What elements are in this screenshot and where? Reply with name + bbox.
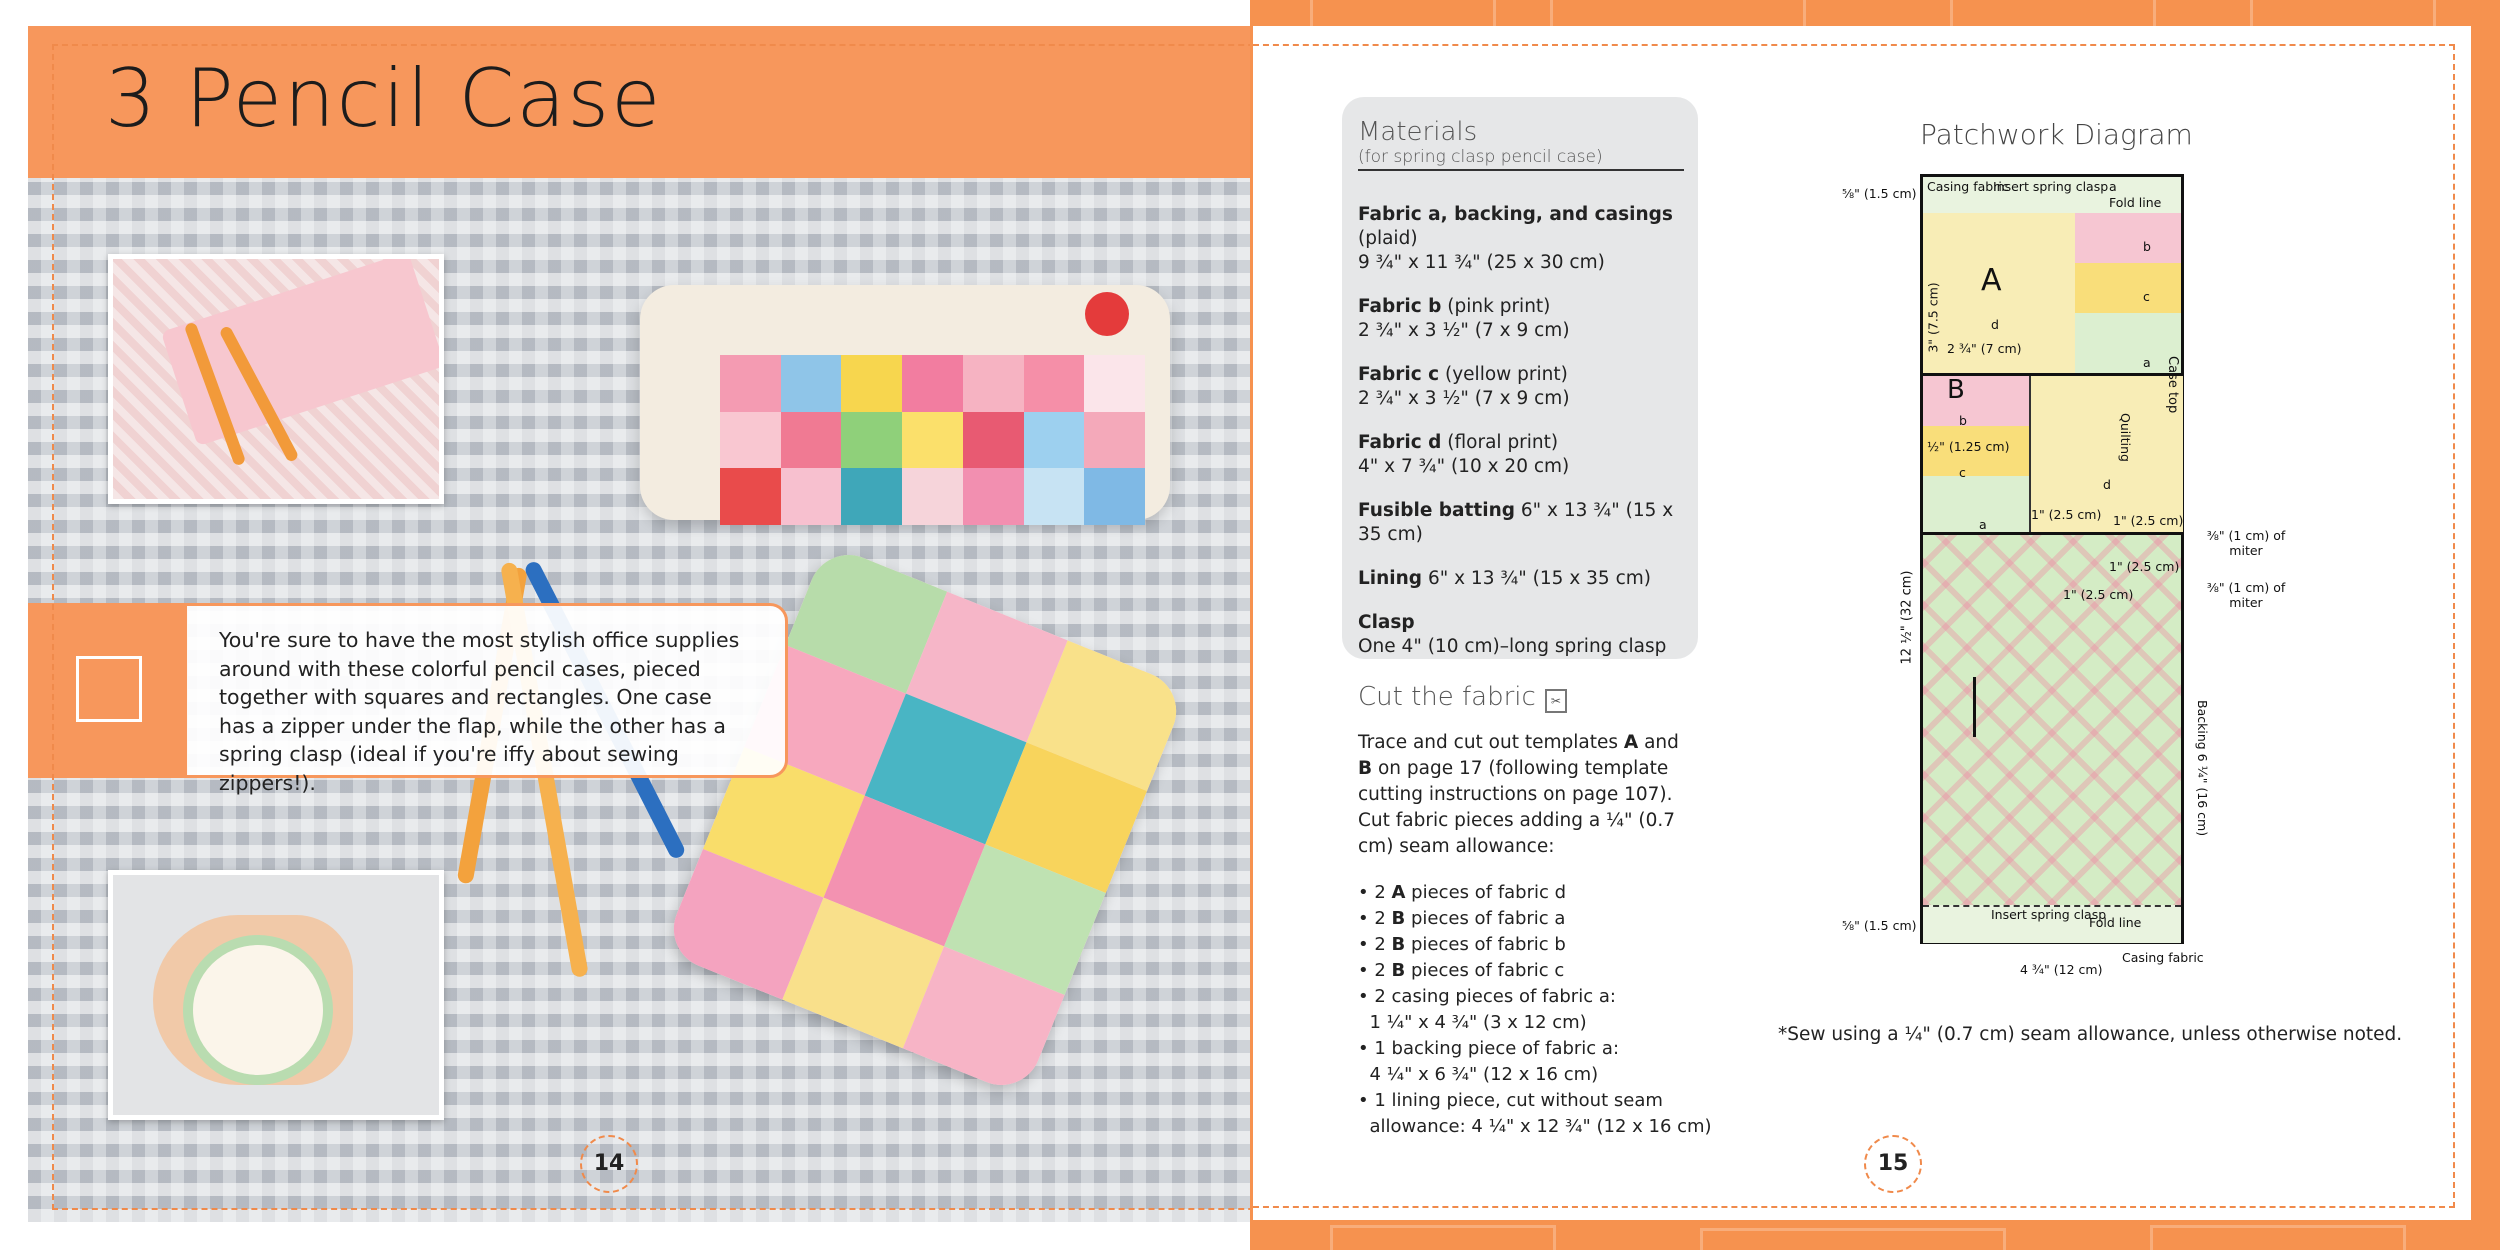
material-size: 9 ¾" x 11 ¾" (25 x 30 cm)	[1358, 252, 1605, 273]
material-note: (plaid)	[1358, 228, 1418, 249]
diagram-label: ⅝" (1.5 cm)	[1842, 918, 1917, 933]
material-note: (floral print)	[1441, 432, 1559, 453]
material-size: 4" x 7 ¾" (10 x 20 cm)	[1358, 456, 1570, 477]
diagram-label: 12 ½" (32 cm)	[1899, 570, 1915, 665]
scissors-icon: ✂	[1545, 689, 1567, 713]
diagram-label: Insert spring clasp	[1993, 179, 2109, 194]
cut-list-pre: 4 ¼" x 6 ¾" (12 x 16 cm)	[1358, 1064, 1599, 1085]
intro-text: You're sure to have the most stylish office supplies around with these colorful pencil cases, pieced together with squares and rectangles. One case has a zipper under the flap, while the other has a spring clasp (ideal if you're iffy about sewing zippers!).	[219, 628, 740, 795]
material-note: 6" x 13 ¾" (15 x 35 cm)	[1422, 568, 1651, 589]
material-size: One 4" (10 cm)–long spring clasp	[1358, 636, 1667, 657]
diagram-label: 1" (2.5 cm)	[2109, 559, 2180, 574]
material-name: Fabric a, backing, and casings	[1358, 204, 1673, 225]
material-name: Fusible batting	[1358, 500, 1515, 521]
diagram-label: c	[1959, 465, 1966, 480]
cut-list-post: pieces of fabric c	[1405, 960, 1565, 981]
cut-list-pre: • 2 casing pieces of fabric a:	[1358, 986, 1616, 1007]
diagram-label: Quilting	[2118, 413, 2133, 462]
cut-list-pre: • 2	[1358, 882, 1392, 903]
diagram-label: Insert spring clasp	[1991, 907, 2107, 922]
cut-list-bold: A	[1391, 882, 1406, 903]
material-name: Fabric c	[1358, 364, 1440, 385]
materials-subtitle: (for spring clasp pencil case)	[1358, 147, 1684, 171]
material-name: Lining	[1358, 568, 1423, 589]
left-dashed-border	[52, 44, 1314, 1210]
cut-list-post: pieces of fabric b	[1405, 934, 1566, 955]
diagram-label: d	[1991, 317, 1999, 332]
diagram-label: 1" (2.5 cm)	[2113, 513, 2184, 528]
material-size: 2 ¾" x 3 ½" (7 x 9 cm)	[1358, 388, 1570, 409]
cut-list-pre: • 2	[1358, 908, 1392, 929]
diagram-label: 4 ¾" (12 cm)	[2020, 962, 2103, 977]
diagram-label: Casing fabric	[2122, 950, 2204, 965]
cut-list-bold: B	[1391, 934, 1406, 955]
cut-text-post: on page 17 (following template cutting instructions on page 107). Cut fabric pieces adding a ¼" (0.7 cm) seam allowance:	[1358, 758, 1675, 857]
diagram-label: a	[1979, 517, 1987, 532]
template-b-ref: B	[1358, 758, 1373, 779]
diagram-label: 1" (2.5 cm)	[2063, 587, 2134, 602]
cut-list-post: pieces of fabric a	[1405, 908, 1566, 929]
material-name: Fabric d	[1358, 432, 1442, 453]
diagram-title: Patchwork Diagram	[1920, 118, 2193, 151]
page-number-right: 15	[1864, 1135, 1922, 1193]
diagram-label: 2 ¾" (7 cm)	[1947, 341, 2022, 356]
diagram-label: Backing 6 ¼" (16 cm)	[2195, 700, 2210, 837]
material-name: Fabric b	[1358, 296, 1442, 317]
diagram-label: Fold line	[2109, 195, 2162, 210]
material-size: 2 ¾" x 3 ½" (7 x 9 cm)	[1358, 320, 1570, 341]
material-note: (pink print)	[1441, 296, 1551, 317]
page-number-left: 14	[580, 1135, 638, 1193]
diagram-label: ½" (1.25 cm)	[1927, 439, 2010, 454]
diagram-label: Casing fabric	[1927, 179, 2009, 194]
cut-list-pre: • 2	[1358, 934, 1392, 955]
diagram-label: B	[1947, 375, 1965, 405]
material-name: Clasp	[1358, 612, 1415, 633]
diagram-label: 1" (2.5 cm)	[2031, 507, 2102, 522]
cut-list-pre: • 1 lining piece, cut without seam	[1358, 1090, 1663, 1111]
cut-list-pre: • 1 backing piece of fabric a:	[1358, 1038, 1620, 1059]
material-note: (yellow print)	[1439, 364, 1568, 385]
diagram-label: Fold line	[2089, 915, 2142, 930]
cut-list-pre: allowance: 4 ¼" x 12 ¾" (12 x 16 cm)	[1358, 1116, 1712, 1137]
cut-list-bold: B	[1391, 908, 1406, 929]
footnote: *Sew using a ¼" (0.7 cm) seam allowance, unless otherwise noted.	[1778, 1024, 2403, 1045]
diagram-label: a	[2143, 355, 2151, 370]
cut-list-pre: • 2	[1358, 960, 1392, 981]
diagram-label: 3" (7.5 cm)	[1925, 282, 1941, 353]
diagram-label: Case top	[2165, 356, 2180, 414]
diagram-label: A	[1981, 263, 2002, 298]
cut-text-pre: Trace and cut out templates	[1358, 732, 1624, 753]
material-note: 6" x 13 ¾" (15 x 35 cm)	[1358, 500, 1674, 545]
cut-text-and: and	[1638, 732, 1679, 753]
cut-list-bold: B	[1391, 960, 1406, 981]
diagram-label: a	[2109, 179, 2117, 194]
diagram-label: ⅝" (1.5 cm)	[1842, 186, 1917, 201]
cut-list-post: pieces of fabric d	[1405, 882, 1567, 903]
diagram-label: d	[2103, 477, 2111, 492]
diagram-label: b	[1959, 413, 1967, 428]
cut-title: Cut the fabric	[1358, 682, 1536, 712]
right-dashed-border	[1253, 44, 2455, 1208]
materials-title: Materials	[1358, 117, 1478, 147]
diagram-label: ⅜" (1 cm) of miter	[2206, 580, 2286, 610]
template-a-ref: A	[1623, 732, 1639, 753]
page-title: 3 Pencil Case	[105, 52, 663, 145]
diagram-label: ⅜" (1 cm) of miter	[2206, 528, 2286, 558]
diagram-label: b	[2143, 239, 2151, 254]
diagram-label: c	[2143, 289, 2150, 304]
cut-list-pre: 1 ¼" x 4 ¾" (3 x 12 cm)	[1358, 1012, 1587, 1033]
